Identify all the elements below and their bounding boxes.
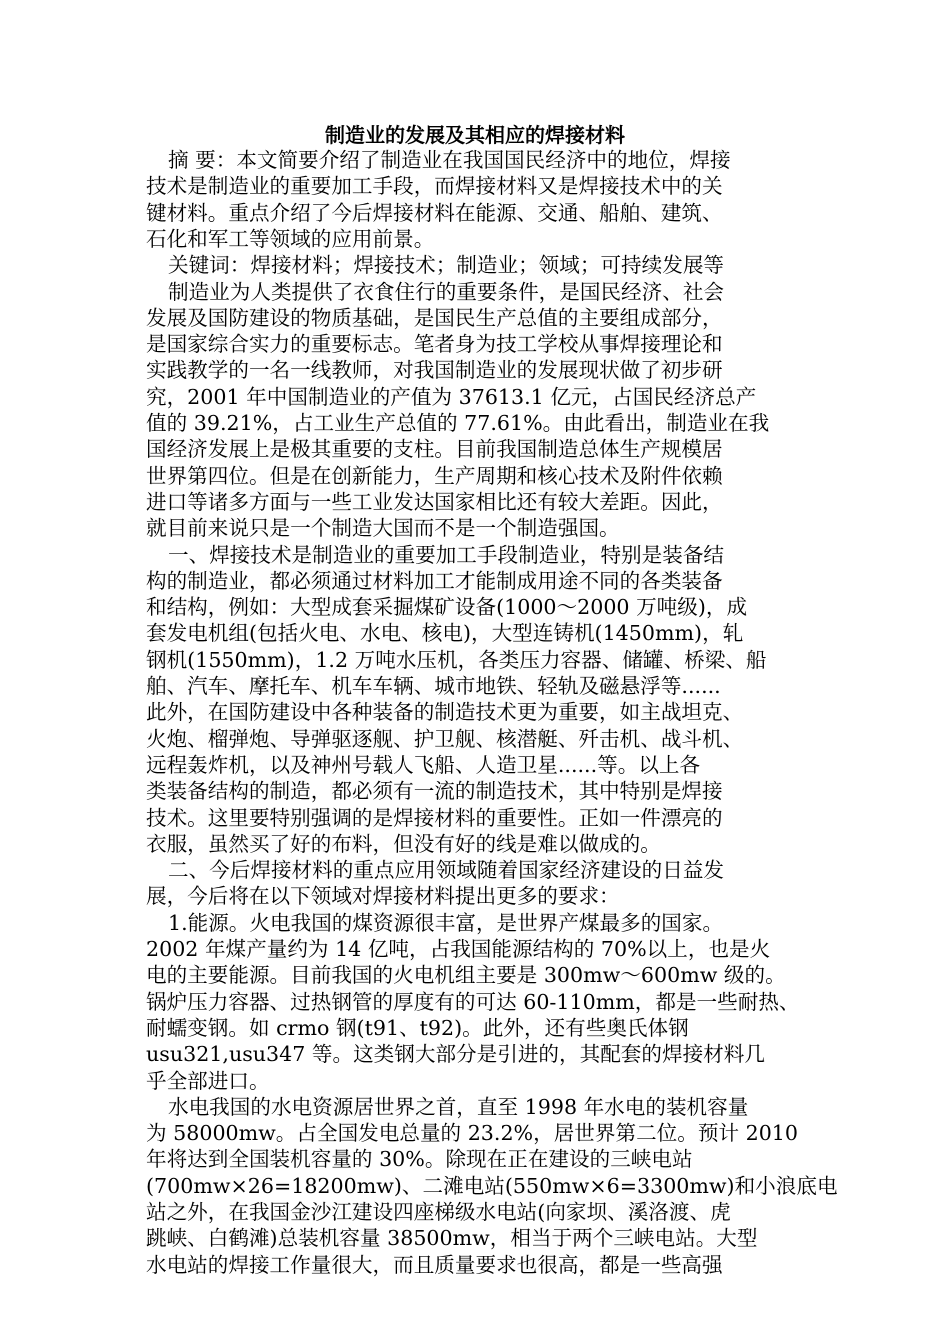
text-line: 值的 39.21%，占工业生产总值的 77.61%。由此看出，制造业在我 — [146, 411, 770, 435]
text-line: 技术是制造业的重要加工手段，而焊接材料又是焊接技术中的关 — [146, 174, 723, 199]
text-line: 石化和军工等领域的应用前景。 — [146, 226, 435, 251]
text-line: 年将达到全国装机容量的 30%。除现在正在建设的三峡电站 — [146, 1147, 693, 1172]
text-line: 发展及国防建设的物质基础，是国民生产总值的主要组成部分， — [146, 305, 723, 330]
text-line: 世界第四位。但是在创新能力，生产周期和核心技术及附件依赖 — [146, 463, 723, 488]
text-line: 究，2001 年中国制造业的产值为 37613.1 亿元，占国民经济总产 — [146, 384, 757, 409]
text-line: 耐蠕变钢。如 crmo 钢(t91、t92)。此外，还有些奥氏体钢 — [146, 1015, 689, 1040]
text-line: 制造业为人类提供了衣食住行的重要条件，是国民经济、社会 — [168, 279, 725, 304]
text-line: 就目前来说只是一个制造大国而不是一个制造强国。 — [146, 516, 620, 541]
text-line: 类装备结构的制造，都必须有一流的制造技术，其中特别是焊接 — [146, 779, 723, 804]
text-line: 站之外，在我国金沙江建设四座梯级水电站(向家坝、溪洛渡、虎 — [146, 1200, 731, 1224]
text-line: 国经济发展上是极其重要的支柱。目前我国制造总体生产规模居 — [146, 437, 723, 462]
text-line: 进口等诸多方面与一些工业发达国家相比还有较大差距。因此， — [146, 489, 723, 514]
text-line: 展，今后将在以下领域对焊接材料提出更多的要求： — [146, 884, 620, 909]
text-line: 关键词：焊接材料；焊接技术；制造业；领域；可持续发展等 — [168, 253, 725, 278]
text-line: 衣服，虽然买了好的布料，但没有好的线是难以做成的。 — [146, 831, 661, 856]
text-line: 舶、汽车、摩托车、机车车辆、城市地铁、轻轨及磁悬浮等...... — [146, 674, 721, 698]
text-line: 此外，在国防建设中各种装备的制造技术更为重要，如主战坦克、 — [146, 700, 744, 725]
text-line: usu321,usu347 等。这类钢大部分是引进的，其配套的焊接材料几 — [146, 1042, 765, 1067]
text-line: 一、焊接技术是制造业的重要加工手段制造业，特别是装备结 — [168, 542, 725, 567]
text-line: 乎全部进口。 — [146, 1068, 270, 1093]
text-line: 是国家综合实力的重要标志。笔者身为技工学校从事焊接理论和 — [146, 332, 723, 357]
text-line: 键材料。重点介绍了今后焊接材料在能源、交通、船舶、建筑、 — [146, 200, 723, 225]
text-line: 为 58000mw。占全国发电总量的 23.2%，居世界第二位。预计 2010 — [146, 1121, 799, 1146]
text-line: 电的主要能源。目前我国的火电机组主要是 300mw～600mw 级的。 — [146, 963, 786, 988]
text-line: 套发电机组(包括火电、水电、核电)，大型连铸机(1450mm)，轧 — [146, 621, 744, 646]
text-line: 摘 要：本文简要介绍了制造业在我国国民经济中的地位，焊接 — [168, 148, 731, 172]
text-line: 远程轰炸机，以及神州号载人飞船、人造卫星......等。以上各 — [146, 752, 701, 777]
text-line: 2002 年煤产量约为 14 亿吨，占我国能源结构的 70%以上，也是火 — [146, 937, 771, 961]
text-line: (700mw×26=18200mw)、二滩电站(550mw×6=3300mw)和小浪底电 — [146, 1173, 838, 1198]
text-line: 技术。这里要特别强调的是焊接材料的重要性。正如一件漂亮的 — [146, 805, 723, 830]
text-line: 1.能源。火电我国的煤资源很丰富，是世界产煤最多的国家。 — [168, 910, 724, 935]
text-line: 跳峡、白鹤滩)总装机容量 38500mw，相当于两个三峡电站。大型 — [146, 1226, 758, 1251]
text-line: 钢机(1550mm)，1.2 万吨水压机，各类压力容器、储罐、桥梁、船 — [146, 647, 767, 672]
text-line: 火炮、榴弹炮、导弹驱逐舰、护卫舰、核潜艇、歼击机、战斗机、 — [146, 726, 744, 751]
text-line: 和结构，例如：大型成套采掘煤矿设备(1000～2000 万吨级)，成 — [146, 595, 748, 620]
text-line: 实践教学的一名一线教师，对我国制造业的发展现状做了初步研 — [146, 358, 723, 383]
text-line: 二、今后焊接材料的重点应用领域随着国家经济建设的日益发 — [168, 858, 725, 883]
text-line: 水电站的焊接工作量很大，而且质量要求也很高，都是一些高强 — [146, 1252, 723, 1277]
text-line: 构的制造业，都必须通过材料加工才能制成用途不同的各类装备 — [146, 568, 723, 593]
text-line: 水电我国的水电资源居世界之首，直至 1998 年水电的装机容量 — [168, 1094, 749, 1119]
document-title: 制造业的发展及其相应的焊接材料 — [325, 123, 625, 147]
text-line: 锅炉压力容器、过热钢管的厚度有的可达 60-110mm，都是一些耐热、 — [146, 989, 800, 1014]
